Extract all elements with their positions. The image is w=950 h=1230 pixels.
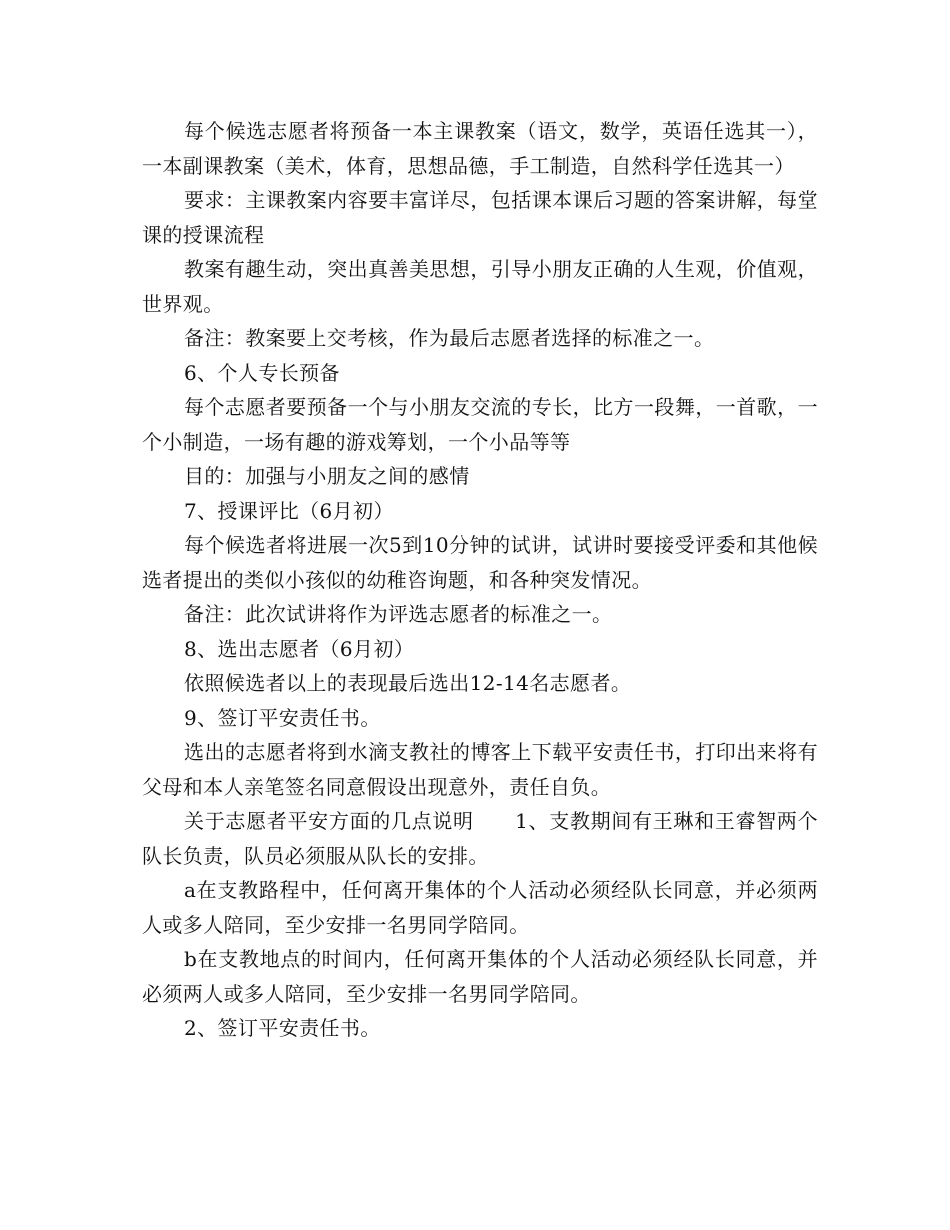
paragraph-selection-count: 依照候选者以上的表现最后选出12-14名志愿者。: [184, 671, 632, 695]
paragraph-requirements: 要求：主课教案内容要丰富详尽，包括课本课后习题的答案讲解，每堂课的授课流程: [142, 188, 818, 247]
paragraph-trial-lecture: 每个候选者将进展一次5到10分钟的试讲，试讲时要接受评委和其他候选者提出的类似小孩似的幼稚咨询题，和各种突发情况。: [142, 533, 818, 592]
heading-personal-skills: 6、个人专长预备: [184, 360, 340, 385]
paragraph-safety-agreement-detail: 选出的志愿者将到水滴支教社的博客上下载平安责任书，打印出来将有父母和本人亲笔签名同意假设出现意外，责任自负。: [142, 740, 818, 799]
heading-teaching-evaluation: 7、授课评比（6月初）: [184, 498, 394, 523]
paragraph-safety-rule-a: a在支教路程中，任何离开集体的个人活动必须经队长同意，并必须两人或多人陪同，至少安排一名男同学陪同。: [142, 878, 818, 937]
paragraph-note-trial: 备注：此次试讲将作为评选志愿者的标准之一。: [184, 602, 613, 626]
paragraph-lesson-plan: 每个候选志愿者将预备一本主课教案（语文，数学，英语任选其一），一本副课教案（美术，体育，思想品德，手工制造，自然科学任选其一）: [142, 119, 818, 178]
heading-sign-safety-agreement: 9、签订平安责任书。: [184, 705, 381, 730]
document-page: [142, 114, 818, 1046]
paragraph-safety-rule-b: b在支教地点的时间内，任何离开集体的个人活动必须经队长同意，并必须两人或多人陪同，至少安排一名男同学陪同。: [142, 947, 818, 1006]
paragraph-skills-purpose: 目的：加强与小朋友之间的感情: [184, 464, 470, 488]
paragraph-safety-notes: 关于志愿者平安方面的几点说明 1、支教期间有王琳和王睿智两个队长负责，队员必须服从队长的安排。: [142, 809, 818, 868]
paragraph-note-assessment: 备注：教案要上交考核，作为最后志愿者选择的标准之一。: [184, 326, 715, 350]
paragraph-lesson-style: 教案有趣生动，突出真善美思想，引导小朋友正确的人生观，价值观，世界观。: [142, 257, 818, 316]
heading-select-volunteers: 8、选出志愿者（6月初）: [184, 636, 415, 661]
paragraph-skills-detail: 每个志愿者要预备一个与小朋友交流的专长，比方一段舞，一首歌，一个小制造，一场有趣的游戏筹划，一个小品等等: [142, 395, 818, 454]
heading-sign-agreement-2: 2、签订平安责任书。: [184, 1016, 381, 1040]
